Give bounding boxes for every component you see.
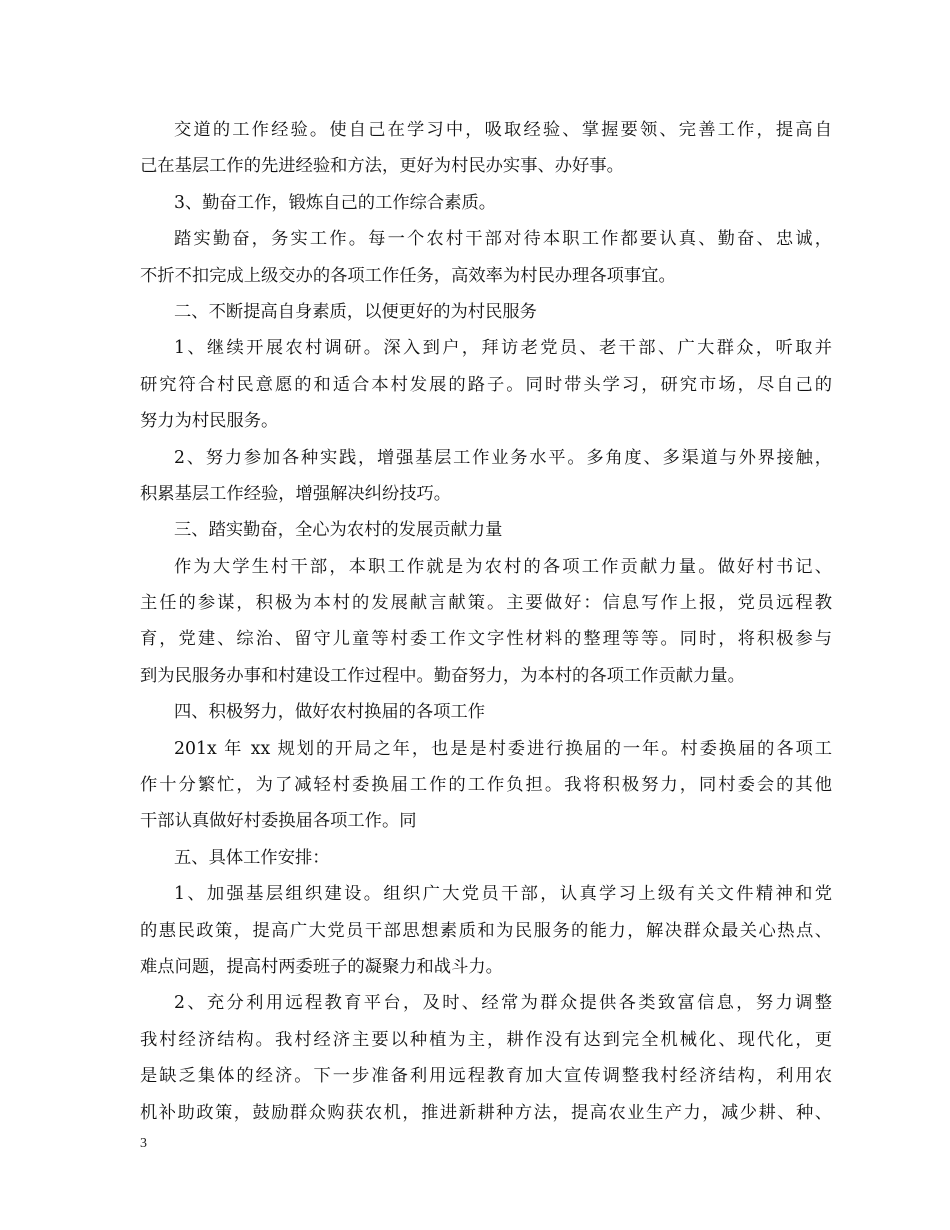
text-line: 研究符合村民意愿的和适合本村发展的路子。同时带头学习，研究市场，尽自己的 xyxy=(140,374,832,395)
text-line: 1、继续开展农村调研。深入到户，拜访老党员、老干部、广大群众，听取并 xyxy=(174,338,832,359)
text-line: 机补助政策，鼓励群众购获农机，推进新耕种方法，提高农业生产力，减少耕、种、 xyxy=(140,1102,832,1123)
text-line: 不折不扣完成上级交办的各项工作任务，高效率为村民办理各项事宜。 xyxy=(140,265,676,286)
text-line: 到为民服务办事和村建设工作过程中。勤奋努力，为本村的各项工作贡献力量。 xyxy=(140,665,745,686)
text-line: 作为大学生村干部，本职工作就是为农村的各项工作贡献力量。做好村书记、 xyxy=(174,556,832,577)
section-heading: 四、积极努力，做好农村换届的各项工作 xyxy=(174,702,486,723)
list-item-heading: 3、勤奋工作，锻炼自己的工作综合素质。 xyxy=(174,192,497,213)
page-number: 3 xyxy=(140,1136,147,1151)
text-line: 2、努力参加各种实践，增强基层工作业务水平。多角度、多渠道与外界接触， xyxy=(174,447,832,468)
text-line: 是缺乏集体的经济。下一步准备利用远程教育加大宣传调整我村经济结构，利用农 xyxy=(140,1066,832,1087)
section-heading: 五、具体工作安排： xyxy=(174,847,330,868)
text-line: 交道的工作经验。使自己在学习中，吸取经验、掌握要领、完善工作，提高自 xyxy=(174,120,832,140)
text-line: 育，党建、综治、留守儿童等村委工作文字性材料的整理等等。同时，将积极参与 xyxy=(140,629,832,650)
text-line: 己在基层工作的先进经验和方法，更好为村民办实事、办好事。 xyxy=(140,156,624,177)
text-line: 干部认真做好村委换届各项工作。同 xyxy=(140,811,417,832)
text-line: 努力为村民服务。 xyxy=(140,411,279,432)
text-line: 难点问题，提高村两委班子的凝聚力和战斗力。 xyxy=(140,956,503,977)
text-line: 主任的参谋，积极为本村的发展献言献策。主要做好：信息写作上报，党员远程教 xyxy=(140,593,832,614)
text-line: 1、加强基层组织建设。组织广大党员干部，认真学习上级有关文件精神和党 xyxy=(174,884,832,905)
section-heading: 二、不断提高自身素质，以便更好的为村民服务 xyxy=(174,301,537,322)
document-body xyxy=(140,112,832,1131)
text-line: 201x 年 xx 规划的开局之年，也是是村委进行换届的一年。村委换届的各项工 xyxy=(174,738,832,759)
section-heading: 三、踏实勤奋，全心为农村的发展贡献力量 xyxy=(174,520,503,541)
text-line: 的惠民政策，提高广大党员干部思想素质和为民服务的能力，解决群众最关心热点、 xyxy=(140,920,832,941)
text-line: 踏实勤奋，务实工作。每一个农村干部对待本职工作都要认真、勤奋、忠诚， xyxy=(174,229,832,250)
text-line: 2、充分利用远程教育平台，及时、经常为群众提供各类致富信息，努力调整 xyxy=(174,993,832,1014)
text-line: 我村经济结构。我村经济主要以种植为主，耕作没有达到完全机械化、现代化，更 xyxy=(140,1029,832,1050)
text-line: 积累基层工作经验，增强解决纠纷技巧。 xyxy=(140,483,452,504)
text-line: 作十分繁忙，为了减轻村委换届工作的工作负担。我将积极努力，同村委会的其他 xyxy=(140,775,832,796)
